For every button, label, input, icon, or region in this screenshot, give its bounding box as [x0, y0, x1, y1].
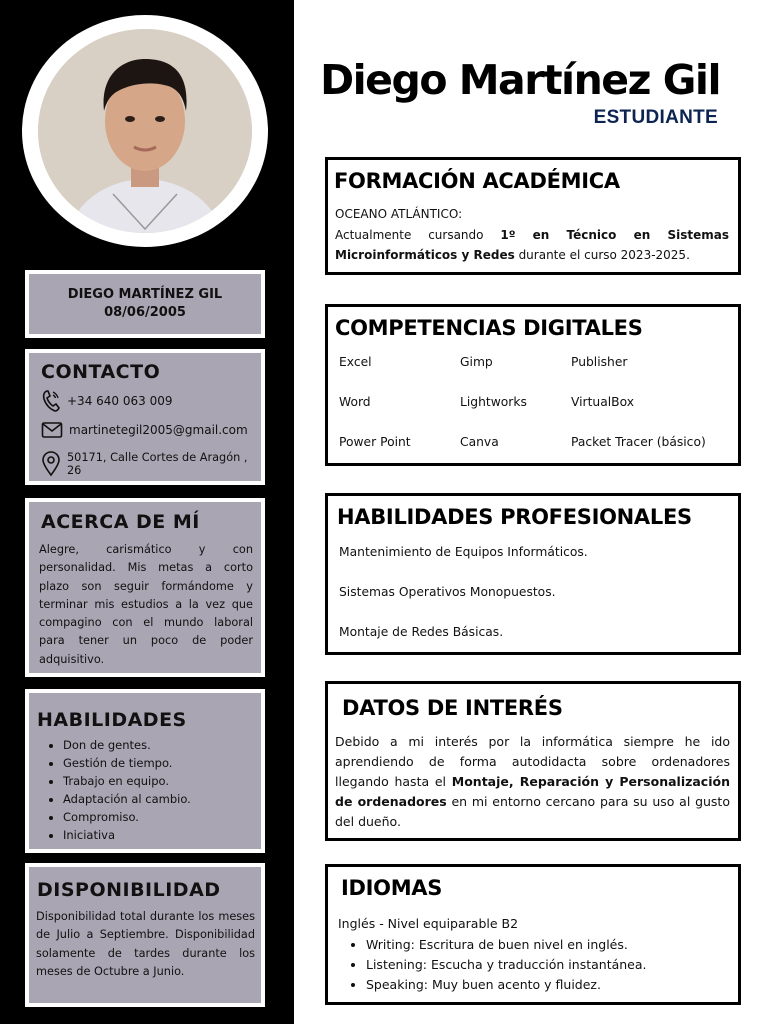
- grid-item: Lightworks: [460, 395, 527, 409]
- availability-text: [36, 908, 255, 981]
- contact-section: [25, 349, 265, 485]
- skills-heading: HABILIDADES: [37, 709, 187, 731]
- availability-line-1: Disponibilidad total durante los meses de Julio a Septiembre.: [36, 910, 255, 942]
- page-title: Diego Martínez Gil: [320, 56, 720, 104]
- contact-email-row: [41, 421, 248, 439]
- list-item: • Iniciativa: [63, 826, 191, 844]
- grid-item: Gimp: [460, 355, 493, 369]
- education-text-pre: Actualmente cursando: [335, 228, 501, 242]
- languages-heading: IDIOMAS: [341, 876, 443, 900]
- list-item: Mantenimiento de Equipos Informáticos.: [339, 545, 588, 559]
- languages-section: [325, 864, 741, 1005]
- contact-email: martinetegil2005@gmail.com: [69, 423, 248, 437]
- grid-item: VirtualBox: [571, 395, 635, 409]
- interest-text-pre: Debido a mi interés por la informática siempre he ido aprendiendo de forma autodidacta sobre ordenadores llegando hasta el: [335, 734, 730, 789]
- about-section: [25, 498, 265, 677]
- contact-phone: +34 640 063 009: [67, 394, 173, 408]
- grid-item: Word: [339, 395, 371, 409]
- full-name: DIEGO MARTÍNEZ GIL: [67, 287, 223, 302]
- mail-icon: [41, 421, 63, 439]
- professional-skills-heading: HABILIDADES PROFESIONALES: [337, 505, 692, 529]
- grid-item: Power Point: [339, 435, 411, 449]
- languages-list: [366, 935, 647, 995]
- list-item: Sistemas Operativos Monopuestos.: [339, 585, 556, 599]
- availability-section: [25, 863, 265, 1007]
- profile-photo-frame: [22, 15, 268, 247]
- language-level: Inglés - Nivel equiparable B2: [338, 916, 519, 931]
- education-heading: FORMACIÓN ACADÉMICA: [334, 169, 620, 193]
- interest-heading: DATOS DE INTERÉS: [342, 696, 563, 720]
- education-section: [325, 157, 741, 275]
- profile-photo: [38, 29, 252, 233]
- skills-list: [63, 736, 191, 844]
- about-text: Alegre, carismático y con personalidad. Mis metas a corto plazo son seguir formándome y terminar mis estudios a la vez que compagino con el mundo laboral para tener un poco de poder adquisitivo.: [39, 543, 253, 666]
- list-item: • Trabajo en equipo.: [63, 772, 191, 790]
- education-text-post: durante el curso 2023-2025.: [514, 248, 690, 262]
- grid-item: Excel: [339, 355, 372, 369]
- location-pin-icon: [41, 451, 61, 477]
- grid-item: Publisher: [571, 355, 628, 369]
- availability-line-2: Disponibilidad solamente de tardes durante los meses de Octubre a Junio.: [36, 928, 256, 978]
- grid-item: Packet Tracer (básico): [571, 435, 706, 449]
- person-icon: [38, 29, 252, 233]
- education-text-bold: 1º en Técnico en Sistemas Microinformáticos y Redes: [335, 228, 729, 262]
- contact-address: 50171, Calle Cortes de Aragón , 26: [67, 451, 248, 477]
- list-item: Montaje de Redes Básicas.: [339, 625, 504, 639]
- education-text: [335, 225, 729, 265]
- list-item: • Speaking: Muy buen acento y fluidez.: [366, 975, 647, 995]
- contact-heading: CONTACTO: [41, 361, 161, 383]
- professional-skills-section: [325, 493, 741, 655]
- digital-skills-heading: COMPETENCIAS DIGITALES: [335, 316, 643, 340]
- list-item: • Don de gentes.: [63, 736, 191, 754]
- interest-text-bold: Montaje, Reparación y Personalización de ordenadores: [335, 774, 730, 809]
- interest-text: [335, 732, 730, 832]
- list-item: • Adaptación al cambio.: [63, 790, 191, 808]
- grid-item: Canva: [460, 435, 499, 449]
- contact-phone-row: [41, 389, 172, 413]
- list-item: • Compromiso.: [63, 808, 191, 826]
- identity-box: [25, 270, 265, 338]
- phone-icon: [41, 389, 61, 413]
- birth-date: 08/06/2005: [104, 305, 186, 320]
- skills-section: [25, 689, 265, 853]
- about-heading: ACERCA DE MÍ: [41, 511, 200, 533]
- availability-heading: DISPONIBILIDAD: [37, 879, 221, 901]
- digital-skills-section: [325, 304, 741, 466]
- contact-address-row: [41, 451, 261, 477]
- education-school: OCEANO ATLÁNTICO:: [335, 207, 463, 221]
- list-item: • Writing: Escritura de buen nivel en inglés.: [366, 935, 647, 955]
- sidebar: [0, 0, 294, 1024]
- role-subtitle: ESTUDIANTE: [593, 107, 718, 128]
- list-item: • Listening: Escucha y traducción instantánea.: [366, 955, 647, 975]
- interest-text-post: en mi entorno cercano para su uso al gusto del dueño.: [335, 794, 730, 829]
- list-item: • Gestión de tiempo.: [63, 754, 191, 772]
- interest-section: [325, 681, 741, 841]
